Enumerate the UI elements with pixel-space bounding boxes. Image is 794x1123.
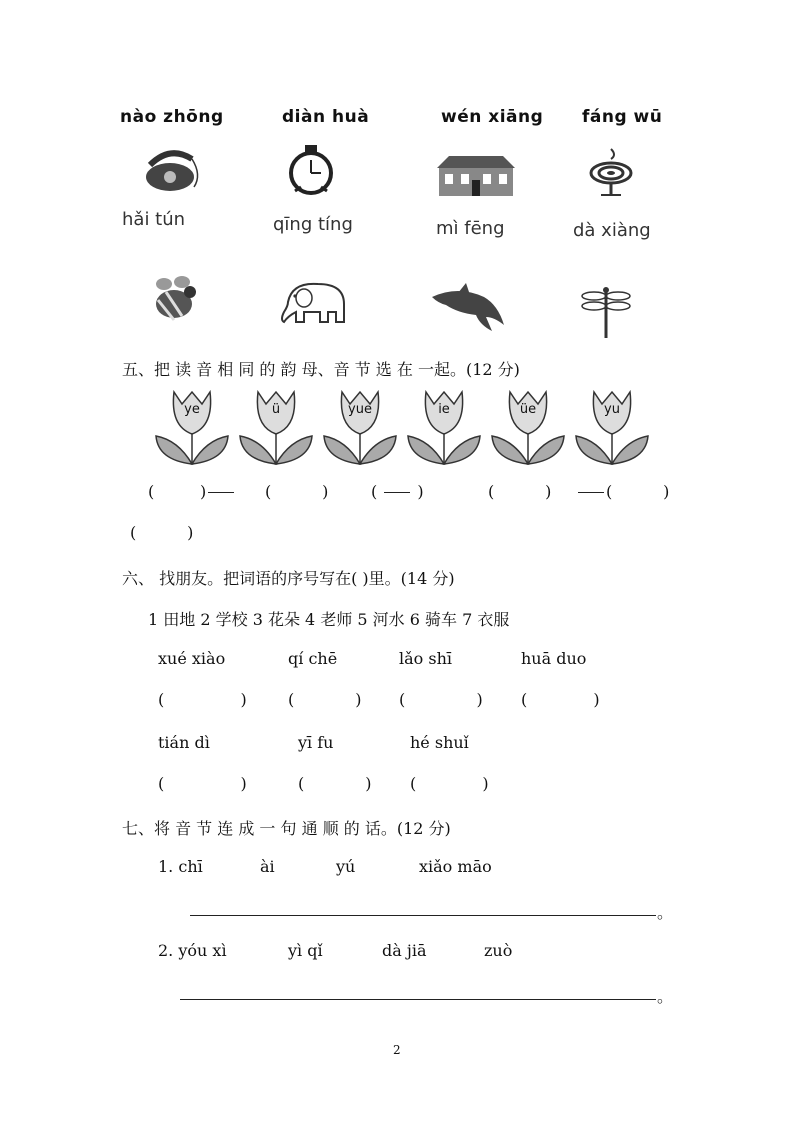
q2-syllable: dà jiā <box>382 941 427 960</box>
tulip-icon <box>406 388 482 466</box>
pinyin-img-1: hǎi tún <box>122 209 186 230</box>
q1-syllable: xiǎo māo <box>419 857 492 876</box>
answer-line-2[interactable] <box>180 999 656 1000</box>
flower-card <box>238 388 314 466</box>
tulip-icon <box>154 388 230 466</box>
pinyin-img-2: qīng tíng <box>273 214 353 235</box>
answer-blank[interactable]: ( ) <box>410 774 489 793</box>
bee-icon <box>146 270 202 330</box>
answer-blank-3[interactable]: ( ) <box>371 482 424 501</box>
tulip-icon <box>322 388 398 466</box>
pinyin-option: qí chē <box>288 649 338 668</box>
answer-line-1[interactable] <box>190 915 656 916</box>
mosquito-coil-icon <box>585 145 637 199</box>
q1-syllable: 1. chī <box>158 857 203 876</box>
word-list: 1 田地 2 学校 3 花朵 4 老师 5 河水 6 骑车 7 衣服 <box>148 610 510 629</box>
q1-syllable: ài <box>260 857 275 876</box>
pinyin-top-4: fáng wū <box>582 107 663 127</box>
answer-blank[interactable]: ( ) <box>298 774 372 793</box>
answer-blank[interactable]: ( ) <box>288 690 362 709</box>
dragonfly-icon <box>578 282 634 340</box>
q1-syllable: yú <box>336 857 356 876</box>
q2-syllable: 2. yóu xì <box>158 941 227 960</box>
pinyin-option: huā duo <box>521 649 587 668</box>
pinyin-top-2: diàn huà <box>282 107 370 127</box>
section7-title: 七、将 音 节 连 成 一 句 通 顺 的 话。(12 分) <box>122 819 451 838</box>
section6-title: 六、 找朋友。把词语的序号写在( )里。(14 分) <box>122 569 455 588</box>
flower-card <box>406 388 482 466</box>
answer-blank[interactable]: ( ) <box>521 690 600 709</box>
answer-blank[interactable]: ( ) <box>399 690 483 709</box>
pinyin-option: xué xiào <box>158 649 226 668</box>
answer-blank-6[interactable]: ( ) <box>130 523 194 542</box>
flower-label: yu <box>604 402 620 417</box>
flower-card <box>322 388 398 466</box>
q2-syllable: zuò <box>484 941 513 960</box>
end-mark: 。 <box>657 987 674 1006</box>
flower-label: yue <box>348 402 372 417</box>
pinyin-option: hé shuǐ <box>410 733 469 752</box>
flower-label: ü <box>271 402 281 417</box>
answer-blank-5[interactable]: ( ) <box>576 482 669 501</box>
answer-blank[interactable]: ( ) <box>158 774 247 793</box>
answer-blank[interactable]: ( ) <box>158 690 247 709</box>
flower-label: ie <box>438 402 450 417</box>
pinyin-option: tián dì <box>158 733 210 752</box>
answer-blank-1[interactable]: ( ) <box>148 482 236 501</box>
flower-card <box>490 388 566 466</box>
page-number: 2 <box>393 1043 401 1057</box>
elephant-icon <box>278 276 352 330</box>
pinyin-option: yī fu <box>298 733 334 752</box>
pinyin-top-3: wén xiāng <box>441 107 544 127</box>
answer-blank-4[interactable]: ( ) <box>488 482 552 501</box>
house-icon <box>435 150 517 198</box>
section5-title: 五、把 读 音 相 同 的 韵 母、音 节 选 在 一起。(12 分) <box>122 360 520 379</box>
answer-blank-2[interactable]: ( ) <box>265 482 329 501</box>
alarm-clock-icon <box>285 143 337 197</box>
pinyin-top-1: nào zhōng <box>120 107 224 127</box>
tulip-icon <box>238 388 314 466</box>
telephone-icon <box>140 145 204 195</box>
flower-label: üe <box>519 402 537 417</box>
end-mark: 。 <box>657 903 674 922</box>
pinyin-option: lǎo shī <box>399 649 453 668</box>
flower-card <box>154 388 230 466</box>
q2-syllable: yì qǐ <box>288 941 323 960</box>
pinyin-img-3: mì fēng <box>436 218 505 239</box>
flower-label: ye <box>184 402 200 417</box>
tulip-icon <box>574 388 650 466</box>
dolphin-icon <box>428 283 508 337</box>
pinyin-img-4: dà xiàng <box>573 220 651 241</box>
flower-card <box>574 388 650 466</box>
tulip-icon <box>490 388 566 466</box>
